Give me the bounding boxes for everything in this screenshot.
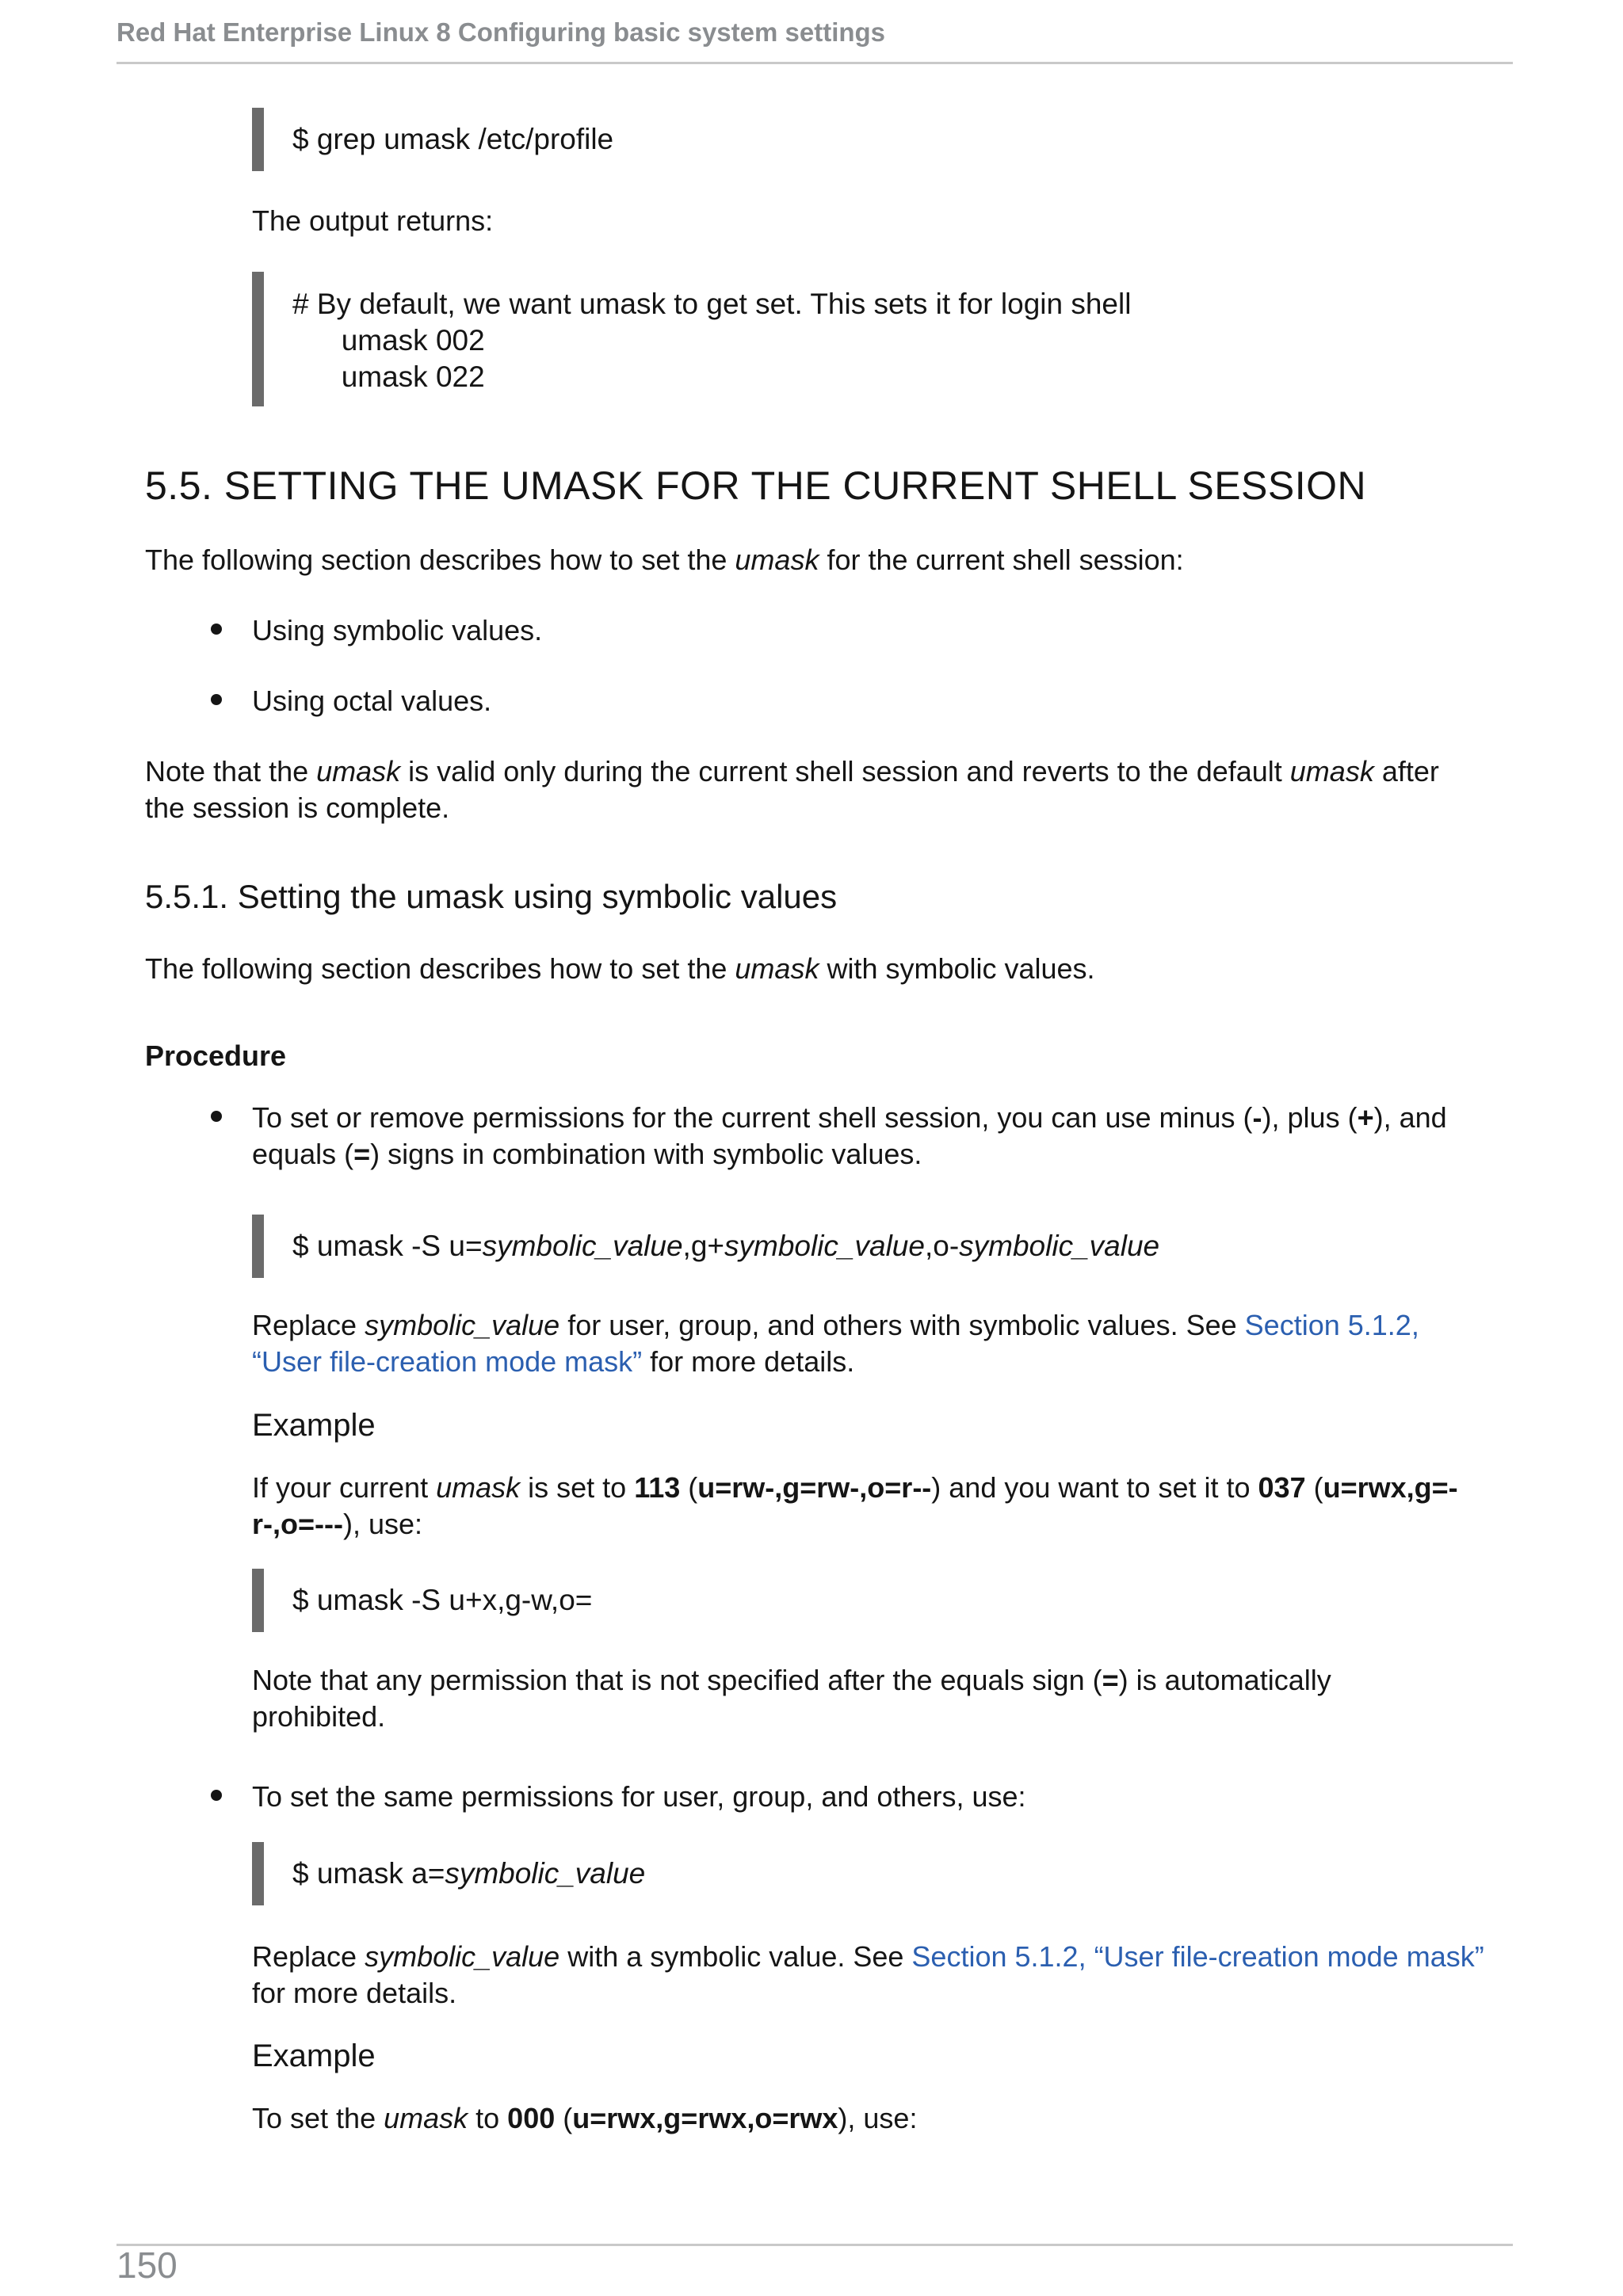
- code-text: ,g+: [682, 1230, 725, 1262]
- text: ) and you want to set it to: [931, 1471, 1258, 1504]
- text: (: [555, 2102, 573, 2134]
- code-line: umask 022: [341, 360, 485, 393]
- code-line: umask 002: [341, 324, 485, 357]
- code-placeholder: symbolic_value: [482, 1230, 683, 1262]
- step1-replace-note: [252, 1307, 1419, 1380]
- text: the session is complete.: [145, 791, 450, 824]
- text: after: [1373, 755, 1439, 788]
- step1-example-text: [252, 1470, 1458, 1543]
- symbol-minus: -: [1252, 1101, 1262, 1134]
- header-rule: [116, 62, 1513, 64]
- code-text: $ umask -S u=: [292, 1230, 483, 1262]
- text: The following section describes how to set the: [145, 543, 735, 576]
- list-item: Using octal values.: [252, 685, 492, 717]
- code-text: ,o-: [924, 1230, 960, 1262]
- section-heading: 5.5. SETTING THE UMASK FOR THE CURRENT SHELL SESSION: [145, 463, 1367, 508]
- step2-text: To set the same permissions for user, group, and others, use:: [252, 1780, 1026, 1813]
- list-item: Using symbolic values.: [252, 614, 543, 646]
- example-heading: Example: [252, 2039, 376, 2073]
- section-link[interactable]: Section 5.1.2, “User file-creation mode mask”: [911, 1940, 1484, 1973]
- text: (: [1305, 1471, 1323, 1504]
- code-block-output: [252, 272, 1131, 406]
- text: for user, group, and others with symbolic values. See: [559, 1309, 1245, 1341]
- text: Replace: [252, 1940, 365, 1973]
- code-block-umask-example: [252, 1569, 592, 1632]
- text: Note that the: [145, 755, 317, 788]
- section-intro: [145, 542, 1184, 578]
- text: ), plus (: [1262, 1101, 1358, 1134]
- step1-text: [252, 1100, 1447, 1173]
- text: prohibited.: [252, 1700, 386, 1733]
- subsection-intro: [145, 951, 1095, 987]
- footer-rule: [116, 2244, 1513, 2246]
- code-text: $ umask -S u+x,g-w,o=: [292, 1584, 593, 1616]
- symbol-plus: +: [1357, 1101, 1374, 1134]
- page-number: 150: [116, 2245, 178, 2286]
- code-block-umask-all: [252, 1842, 645, 1905]
- emphasis: umask: [735, 952, 819, 985]
- emphasis: umask: [316, 755, 401, 788]
- step1-equals-note: [252, 1662, 1331, 1735]
- emphasis: umask: [1289, 755, 1374, 788]
- text: ), use:: [838, 2102, 918, 2134]
- output-label: The output returns:: [252, 204, 494, 237]
- text: to: [468, 2102, 508, 2134]
- text: ), and: [1373, 1101, 1447, 1134]
- text: is set to: [520, 1471, 635, 1504]
- procedure-heading: Procedure: [145, 1039, 287, 1072]
- text: (: [680, 1471, 698, 1504]
- code-block-umask-symbolic: [252, 1215, 1159, 1278]
- text: equals (: [252, 1138, 354, 1170]
- emphasis: symbolic_value: [365, 1940, 560, 1973]
- text: ) is automatically: [1118, 1664, 1331, 1696]
- emphasis: symbolic_value: [365, 1309, 560, 1341]
- emphasis: umask: [735, 543, 819, 576]
- text: for the current shell session:: [819, 543, 1184, 576]
- value: u=rwx,g=-: [1323, 1471, 1458, 1504]
- text: ), use:: [342, 1508, 423, 1540]
- code-line: # By default, we want umask to get set. This sets it for login shell: [292, 288, 1132, 320]
- text: for more details.: [252, 1977, 457, 2009]
- text: Note that any permission that is not specified after the equals sign (: [252, 1664, 1102, 1696]
- step2-example-text: [252, 2100, 917, 2137]
- text: If your current: [252, 1471, 437, 1504]
- text: The following section describes how to set the: [145, 952, 735, 985]
- running-header: Red Hat Enterprise Linux 8 Configuring basic system settings: [116, 17, 886, 47]
- bullet-icon: [211, 624, 222, 635]
- value: 037: [1258, 1471, 1306, 1504]
- value: 000: [507, 2102, 556, 2134]
- text: with symbolic values.: [819, 952, 1095, 985]
- emphasis: umask: [384, 2102, 468, 2134]
- bullet-icon: [211, 1790, 222, 1801]
- value: r-,o=---: [252, 1508, 343, 1540]
- section-link[interactable]: “User file-creation mode mask”: [252, 1345, 643, 1378]
- subsection-heading: 5.5.1. Setting the umask using symbolic values: [145, 878, 838, 915]
- code-line: $ grep umask /etc/profile: [292, 123, 614, 155]
- code-placeholder: symbolic_value: [445, 1857, 646, 1890]
- example-heading: Example: [252, 1408, 376, 1443]
- value: 113: [634, 1471, 681, 1504]
- code-placeholder: symbolic_value: [724, 1230, 925, 1262]
- text: ) signs in combination with symbolic values.: [370, 1138, 922, 1170]
- text: Replace: [252, 1309, 365, 1341]
- text: with a symbolic value. See: [559, 1940, 912, 1973]
- text: To set or remove permissions for the current shell session, you can use minus (: [252, 1101, 1253, 1134]
- value: u=rw-,g=rw-,o=r--: [697, 1471, 932, 1504]
- emphasis: umask: [436, 1471, 521, 1504]
- bullet-icon: [211, 694, 222, 705]
- text: for more details.: [642, 1345, 855, 1378]
- bullet-icon: [211, 1111, 222, 1122]
- symbol-equals: =: [1102, 1664, 1119, 1696]
- step2-replace-note: [252, 1939, 1484, 2012]
- section-note: [145, 753, 1439, 826]
- code-block-grep: [252, 108, 613, 171]
- section-link[interactable]: Section 5.1.2,: [1244, 1309, 1419, 1341]
- symbol-equals: =: [353, 1138, 371, 1170]
- text: To set the: [252, 2102, 384, 2134]
- code-placeholder: symbolic_value: [959, 1230, 1160, 1262]
- code-text: $ umask a=: [292, 1857, 445, 1890]
- text: is valid only during the current shell session and reverts to the default: [400, 755, 1290, 788]
- value: u=rwx,g=rwx,o=rwx: [572, 2102, 838, 2134]
